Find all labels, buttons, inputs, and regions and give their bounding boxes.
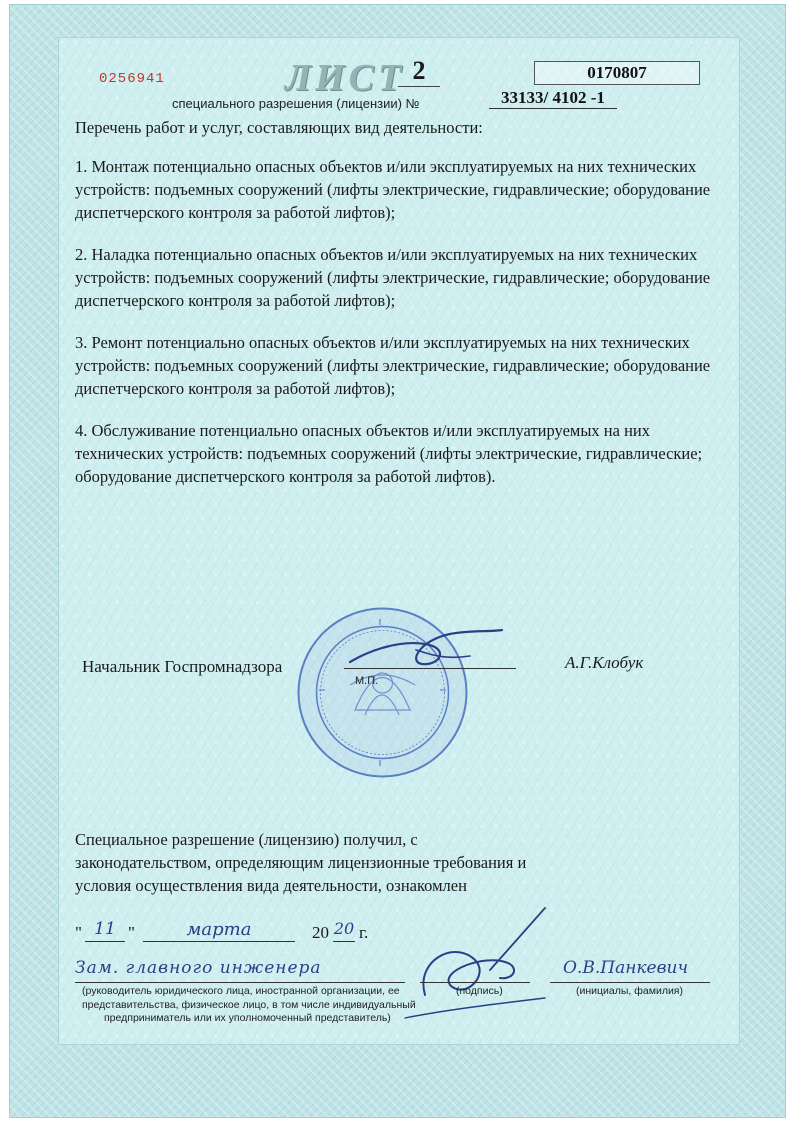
recipient-signature-line: [420, 982, 530, 983]
handwritten-signature: [330, 620, 510, 680]
sheet-number: 2: [398, 56, 440, 87]
position-caption: [82, 985, 422, 1026]
license-number: 33133/ 4102 -1: [489, 88, 617, 109]
position-caption-line: (руководитель юридического лица, иностранной организации, ее: [82, 985, 400, 997]
name-caption: (инициалы, фамилия): [576, 985, 683, 997]
position-line: [75, 982, 405, 983]
stamp-place-label: М.П.: [355, 675, 379, 687]
position-handwritten: Зам. главного инженера: [75, 958, 322, 978]
license-label: специального разрешения (лицензии) №: [172, 96, 420, 111]
position-caption-line: представительства, физическое лицо, в том числе индивидуальный: [82, 998, 416, 1011]
position-caption-line: предприниматель или их уполномоченный представитель): [104, 1012, 391, 1024]
date-year-prefix: 20: [312, 923, 329, 942]
activity-item: 1. Монтаж потенциально опасных объектов и/или эксплуатируемых на них технических устройств: подъемных сооружений (лифты электрические, гидравлические; оборудование диспетчерского контроля за работой лифтов);: [75, 157, 711, 222]
signatory-title: Начальник Госпромнадзора: [82, 657, 283, 676]
serial-number: 0256941: [99, 71, 165, 87]
receipt-date: [75, 919, 435, 945]
recipient-name-handwritten: О.В.Панкевич: [563, 958, 689, 978]
activities-intro: Перечень работ и услуг, составляющих вид деятельности:: [75, 118, 483, 137]
receipt-statement: Специальное разрешение (лицензию) получил, с законодательством, определяющим лицензионные требования и условия осуществления вида деятельности, ознакомлен: [75, 830, 527, 895]
recipient-name-line: [550, 982, 710, 983]
signature-caption: (подпись): [456, 985, 503, 997]
date-quote-open: ": [75, 923, 82, 942]
activity-item: 3. Ремонт потенциально опасных объектов и/или эксплуатируемых на них технических устройств: подъемных сооружений (лифты электрические, гидравлические; оборудование диспетчерского контроля за работой лифтов);: [75, 333, 711, 398]
signatory-name: А.Г.Клобук: [565, 653, 644, 672]
date-month-handwritten: марта: [143, 919, 295, 942]
activity-item: 2. Наладка потенциально опасных объектов и/или эксплуатируемых на них технических устройств: подъемных сооружений (лифты электрические, гидравлические; оборудование диспетчерского контроля за работой лифтов);: [75, 245, 711, 310]
activity-item: 4. Обслуживание потенциально опасных объектов и/или эксплуатируемых на них технических устройств: подъемных сооружений (лифты электрические, гидравлические; оборудование диспетчерского контроля за работой лифтов).: [75, 421, 703, 486]
date-day-handwritten: 11: [85, 919, 125, 942]
sheet-title: ЛИСТ: [285, 57, 406, 99]
activities-list: [75, 155, 720, 488]
date-quote-close: ": [128, 923, 135, 942]
date-year-handwritten: 20: [333, 919, 355, 942]
date-year-unit: г.: [359, 923, 369, 942]
recipient-signature: [395, 900, 555, 1020]
form-number-box: 0170807: [534, 61, 700, 85]
